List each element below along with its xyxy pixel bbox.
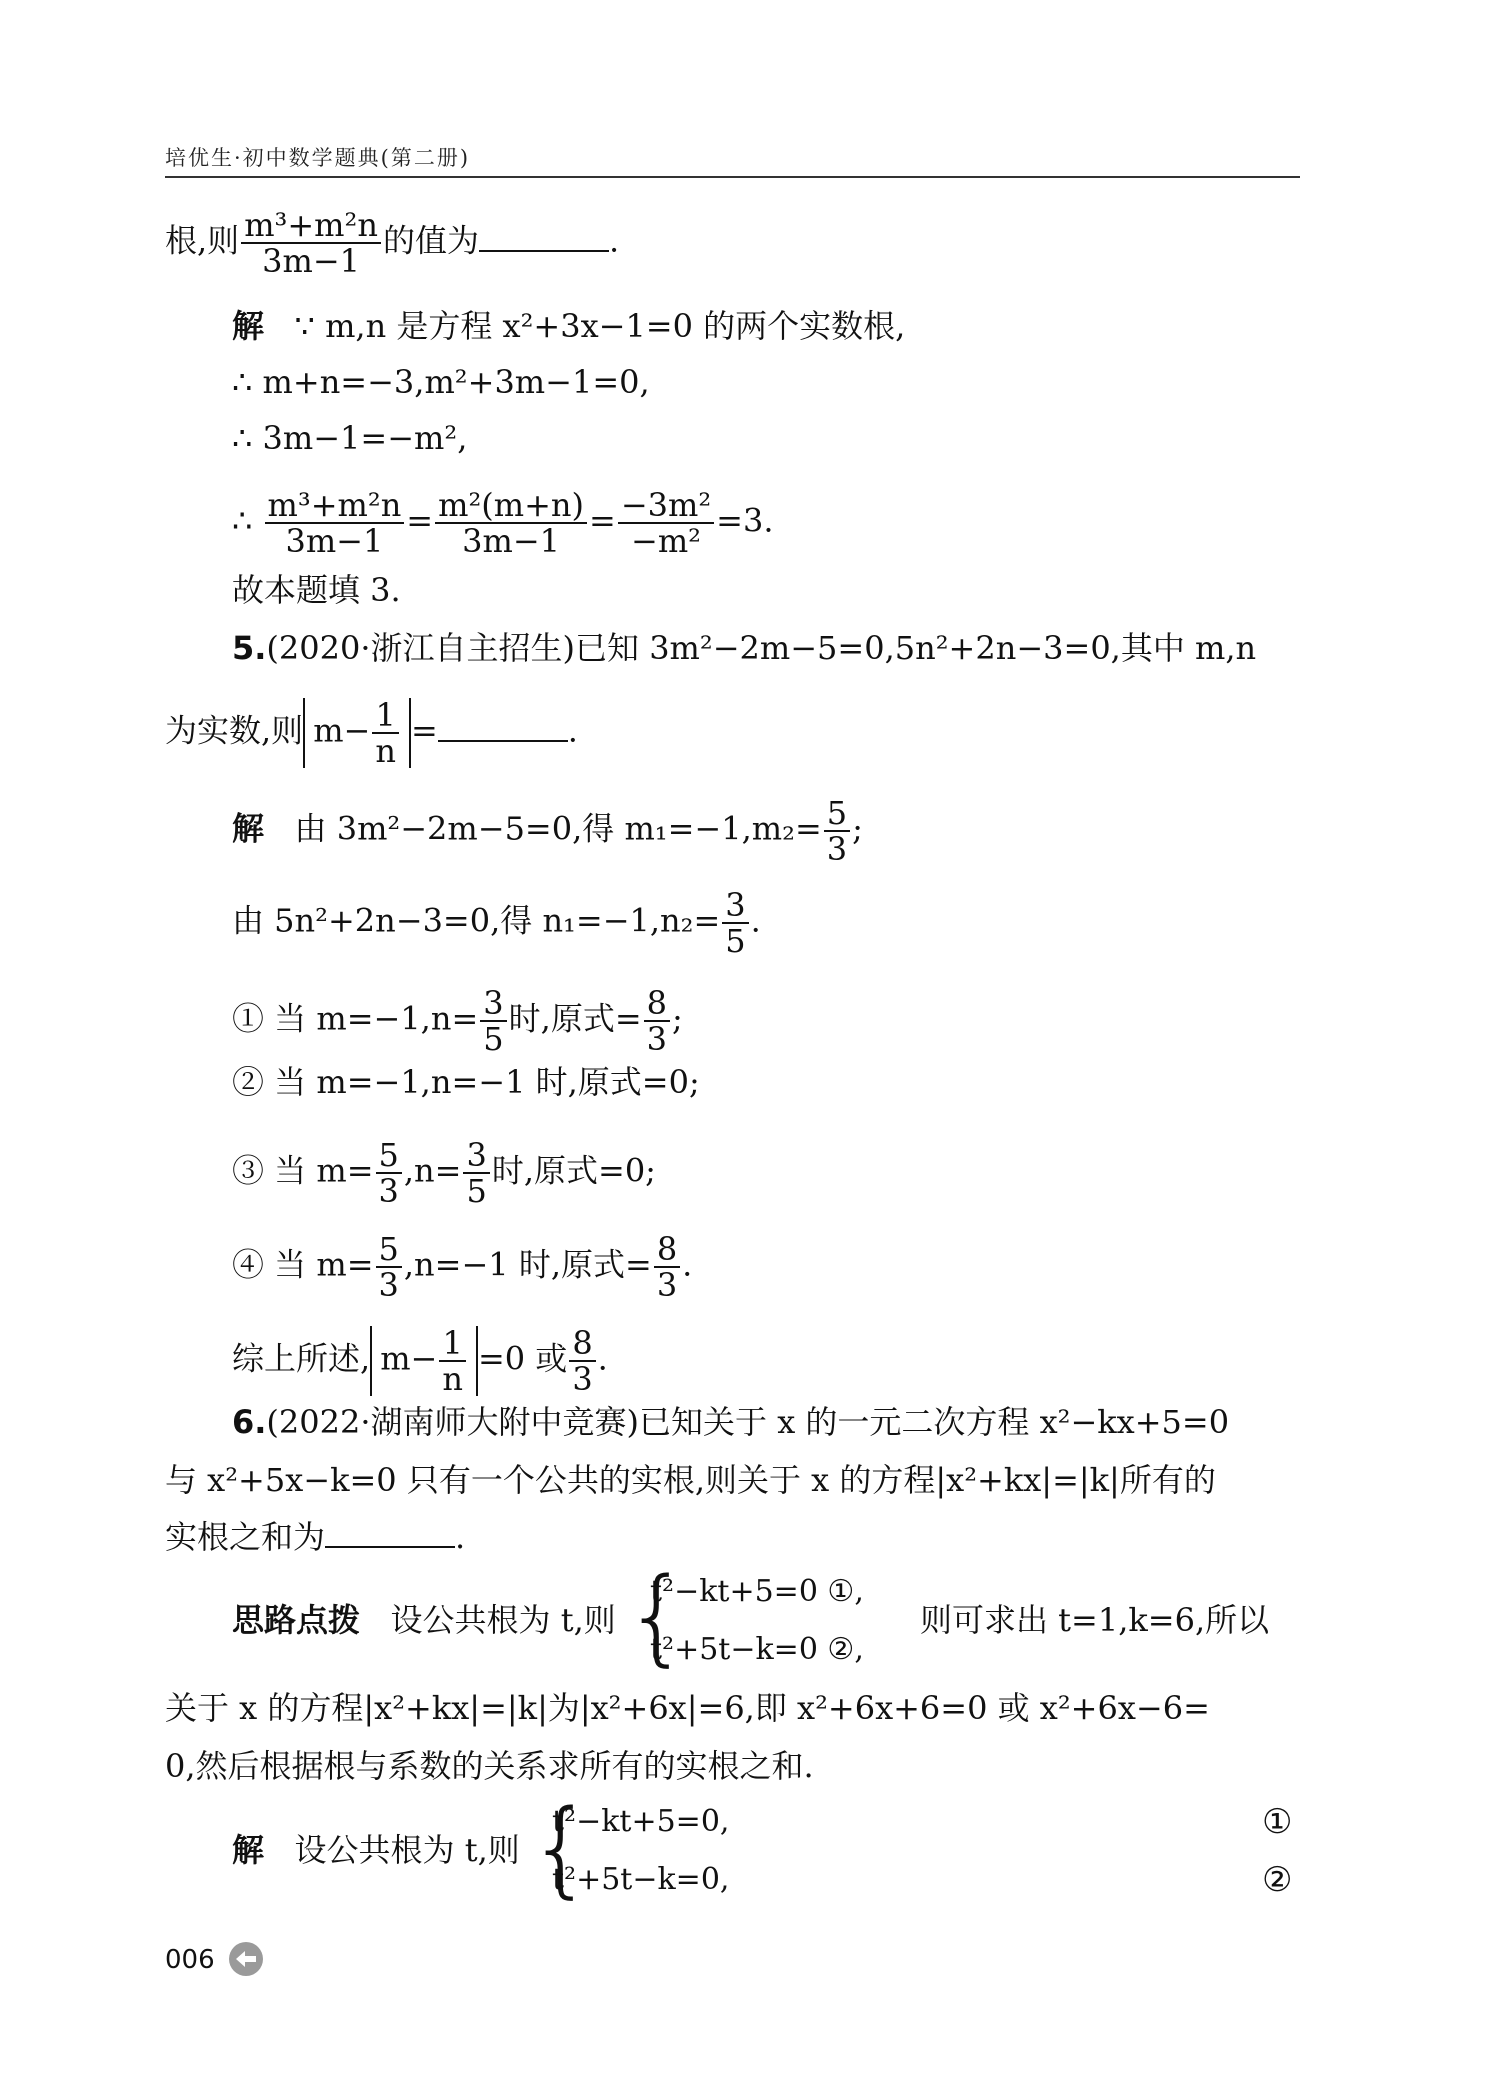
q4-fraction [241, 208, 381, 278]
q4-stem-tail [165, 208, 619, 278]
q6-stem-line3 [165, 1517, 465, 1557]
frac-den: 5 [466, 1172, 487, 1210]
q6-solution-lead: 设公共根为 t,则 [294, 1831, 520, 1869]
case1-a: ① 当 m=−1,n= [232, 999, 479, 1038]
q5-s1-fraction [824, 796, 850, 866]
q4-line1-text: ∵ m,n 是方程 x²+3x−1=0 的两个实数根, [294, 307, 906, 345]
frac-den: 3 [646, 1020, 667, 1058]
q5-number: 5. [232, 629, 267, 667]
q5-stem2-lead: 为实数,则 [165, 711, 304, 750]
summary-one-over-n [439, 1326, 466, 1396]
case4-b: ,n=−1 时,原式= [403, 1245, 652, 1284]
q5-solution-line2 [232, 888, 761, 958]
q6-stem3-text: 实根之和为 [165, 1518, 326, 1556]
hint-tail: 则可求出 t=1,k=6,所以 [920, 1601, 1270, 1639]
equals: = [410, 711, 438, 750]
header-rule [165, 176, 1300, 178]
q4-solution-line3: ∴ 3m−1=−m², [232, 419, 468, 457]
hint-label: 思路点拨 [232, 1601, 361, 1639]
q4-end: . [608, 221, 620, 260]
q4-lead: 根,则 [165, 221, 240, 260]
abs-m: m− [380, 1339, 438, 1378]
q4-tail: 的值为 [382, 221, 479, 260]
case3-frac-m [376, 1138, 402, 1208]
equation-marker-1: ① [1262, 1802, 1293, 1842]
frac-den: 3 [572, 1360, 593, 1398]
frac-den: 3 [656, 1266, 678, 1304]
summary-end: . [597, 1339, 608, 1378]
frac-num: 3 [480, 986, 506, 1022]
frac-num: −3m² [618, 488, 714, 524]
q4-l4-fraction-2 [435, 488, 587, 558]
summary-absolute-value [370, 1326, 478, 1396]
case3-a: ③ 当 m= [232, 1151, 374, 1190]
left-brace-icon: { [624, 1555, 691, 1677]
q6-stem1-text: 已知关于 x 的一元二次方程 x²−kx+5=0 [639, 1403, 1230, 1441]
q5-end: . [567, 711, 578, 750]
q4-solution-label: 解 [232, 307, 265, 345]
abs-m: m− [313, 711, 371, 750]
q6-answer-blank [325, 1520, 455, 1548]
q4-solution-line1 [232, 306, 905, 346]
q6-source: (2022·湖南师大附中竞赛) [266, 1403, 640, 1441]
q5-case-1 [232, 986, 683, 1056]
frac-num: 8 [654, 1232, 680, 1268]
q4-l4-fraction-3 [618, 488, 714, 558]
q6-solution-label: 解 [232, 1831, 265, 1869]
case4-frac-m [376, 1232, 402, 1302]
frac-den: 3 [826, 830, 848, 868]
frac-den: 5 [483, 1020, 504, 1058]
running-header: 培优生·初中数学题典(第二册) [165, 146, 471, 170]
q6-hint-line3: 0,然后根据根与系数的关系求所有的实根之和. [165, 1747, 814, 1785]
frac-den: 3 [378, 1172, 399, 1210]
case4-a: ④ 当 m= [232, 1245, 374, 1284]
frac-num: 3 [463, 1138, 489, 1174]
frac-num: 3 [722, 888, 748, 924]
frac-den: −m² [631, 522, 701, 560]
frac-num: 8 [569, 1326, 595, 1362]
q5-absolute-value [303, 698, 411, 768]
q5-one-over-n [372, 698, 399, 768]
frac-num: 5 [376, 1232, 402, 1268]
q6-hint-line2: 关于 x 的方程|x²+kx|=|k|为|x²+6x|=6,即 x²+6x+6=0 或 x²+6x−6= [165, 1689, 1210, 1727]
q5-s2-text: 由 5n²+2n−3=0,得 n₁=−1,n₂= [232, 901, 721, 940]
q6-stem-line2: 与 x²+5x−k=0 只有一个公共的实根,则关于 x 的方程|x²+kx|=|k|所有的 [165, 1461, 1216, 1499]
case1-end: ; [672, 999, 683, 1038]
q5-s2-end: . [750, 901, 761, 940]
solution-equation-2: t²+5t−k=0, [552, 1862, 730, 1897]
q4-l4-fraction-1 [265, 488, 405, 558]
case3-b: ,n= [403, 1151, 462, 1190]
q5-s1-text: 由 3m²−2m−5=0,得 m₁=−1,m₂= [294, 809, 822, 848]
q5-answer-blank [438, 714, 568, 742]
q6-end: . [455, 1518, 466, 1556]
q6-solution-line [232, 1830, 520, 1870]
q5-source: (2020·浙江自主招生) [266, 629, 576, 667]
q6-stem-line1 [232, 1402, 1229, 1442]
q6-number: 6. [232, 1403, 267, 1441]
q4-result: =3. [716, 501, 774, 540]
q6-hint-line1 [232, 1600, 616, 1640]
q4-conclusion: 故本题填 3. [232, 571, 401, 609]
hint-lead: 设公共根为 t,则 [390, 1601, 616, 1639]
frac-den: 3 [378, 1266, 399, 1304]
summary-fraction [569, 1326, 595, 1396]
q4-solution-line2: ∴ m+n=−3,m²+3m−1=0, [232, 363, 650, 401]
hint-equation-1: t²−kt+5=0 ①, [650, 1574, 864, 1609]
q4-fraction-numerator: m³+m²n [241, 208, 381, 244]
frac-den: n [442, 1360, 463, 1398]
hint-equation-2: t²+5t−k=0 ②, [650, 1632, 864, 1667]
frac-num: m²(m+n) [435, 488, 587, 524]
q5-solution-label: 解 [232, 809, 265, 848]
q5-s2-fraction [722, 888, 748, 958]
frac-den: 3m−1 [462, 522, 560, 560]
frac-den: n [375, 732, 396, 770]
page-number: 006 [165, 1945, 215, 1975]
case3-c: 时,原式=0; [491, 1151, 656, 1190]
therefore-symbol: ∴ [232, 501, 253, 540]
q5-stem-line1 [232, 628, 1256, 668]
frac-num: 5 [824, 796, 850, 832]
q5-case-2: ② 当 m=−1,n=−1 时,原式=0; [232, 1063, 700, 1101]
frac-den: 5 [725, 922, 746, 960]
q5-stem-line2 [165, 698, 578, 768]
q4-solution-line4 [232, 488, 774, 558]
frac-num: m³+m²n [265, 488, 405, 524]
q4-fraction-denominator: 3m−1 [262, 242, 360, 280]
q4-answer-blank [479, 224, 609, 252]
frac-den: 3m−1 [285, 522, 384, 560]
equals: = [589, 501, 616, 540]
solution-equation-1: t²−kt+5=0, [552, 1804, 730, 1839]
frac-num: 1 [372, 698, 399, 734]
case4-end: . [682, 1245, 693, 1284]
q5-s1-end: ; [852, 809, 863, 848]
summary-tail: =0 或 [477, 1339, 568, 1378]
equation-marker-2: ② [1262, 1860, 1293, 1900]
left-brace-icon: { [528, 1787, 595, 1909]
q5-stem1-text: 已知 3m²−2m−5=0,5n²+2n−3=0,其中 m,n [575, 629, 1257, 667]
q5-case-4 [232, 1232, 692, 1302]
case1-frac-result [644, 986, 670, 1056]
left-arrow-circle-icon [227, 1940, 265, 1978]
equals: = [406, 501, 434, 540]
case3-frac-n [463, 1138, 489, 1208]
case4-frac-result [654, 1232, 680, 1302]
frac-num: 1 [439, 1326, 466, 1362]
frac-num: 8 [644, 986, 670, 1022]
q5-case-3 [232, 1138, 656, 1208]
case1-b: 时,原式= [508, 999, 642, 1038]
frac-num: 5 [376, 1138, 402, 1174]
q5-solution-line1 [232, 796, 863, 866]
summary-lead: 综上所述, [232, 1339, 371, 1378]
q5-summary [232, 1326, 608, 1396]
case1-frac-n [480, 986, 506, 1056]
